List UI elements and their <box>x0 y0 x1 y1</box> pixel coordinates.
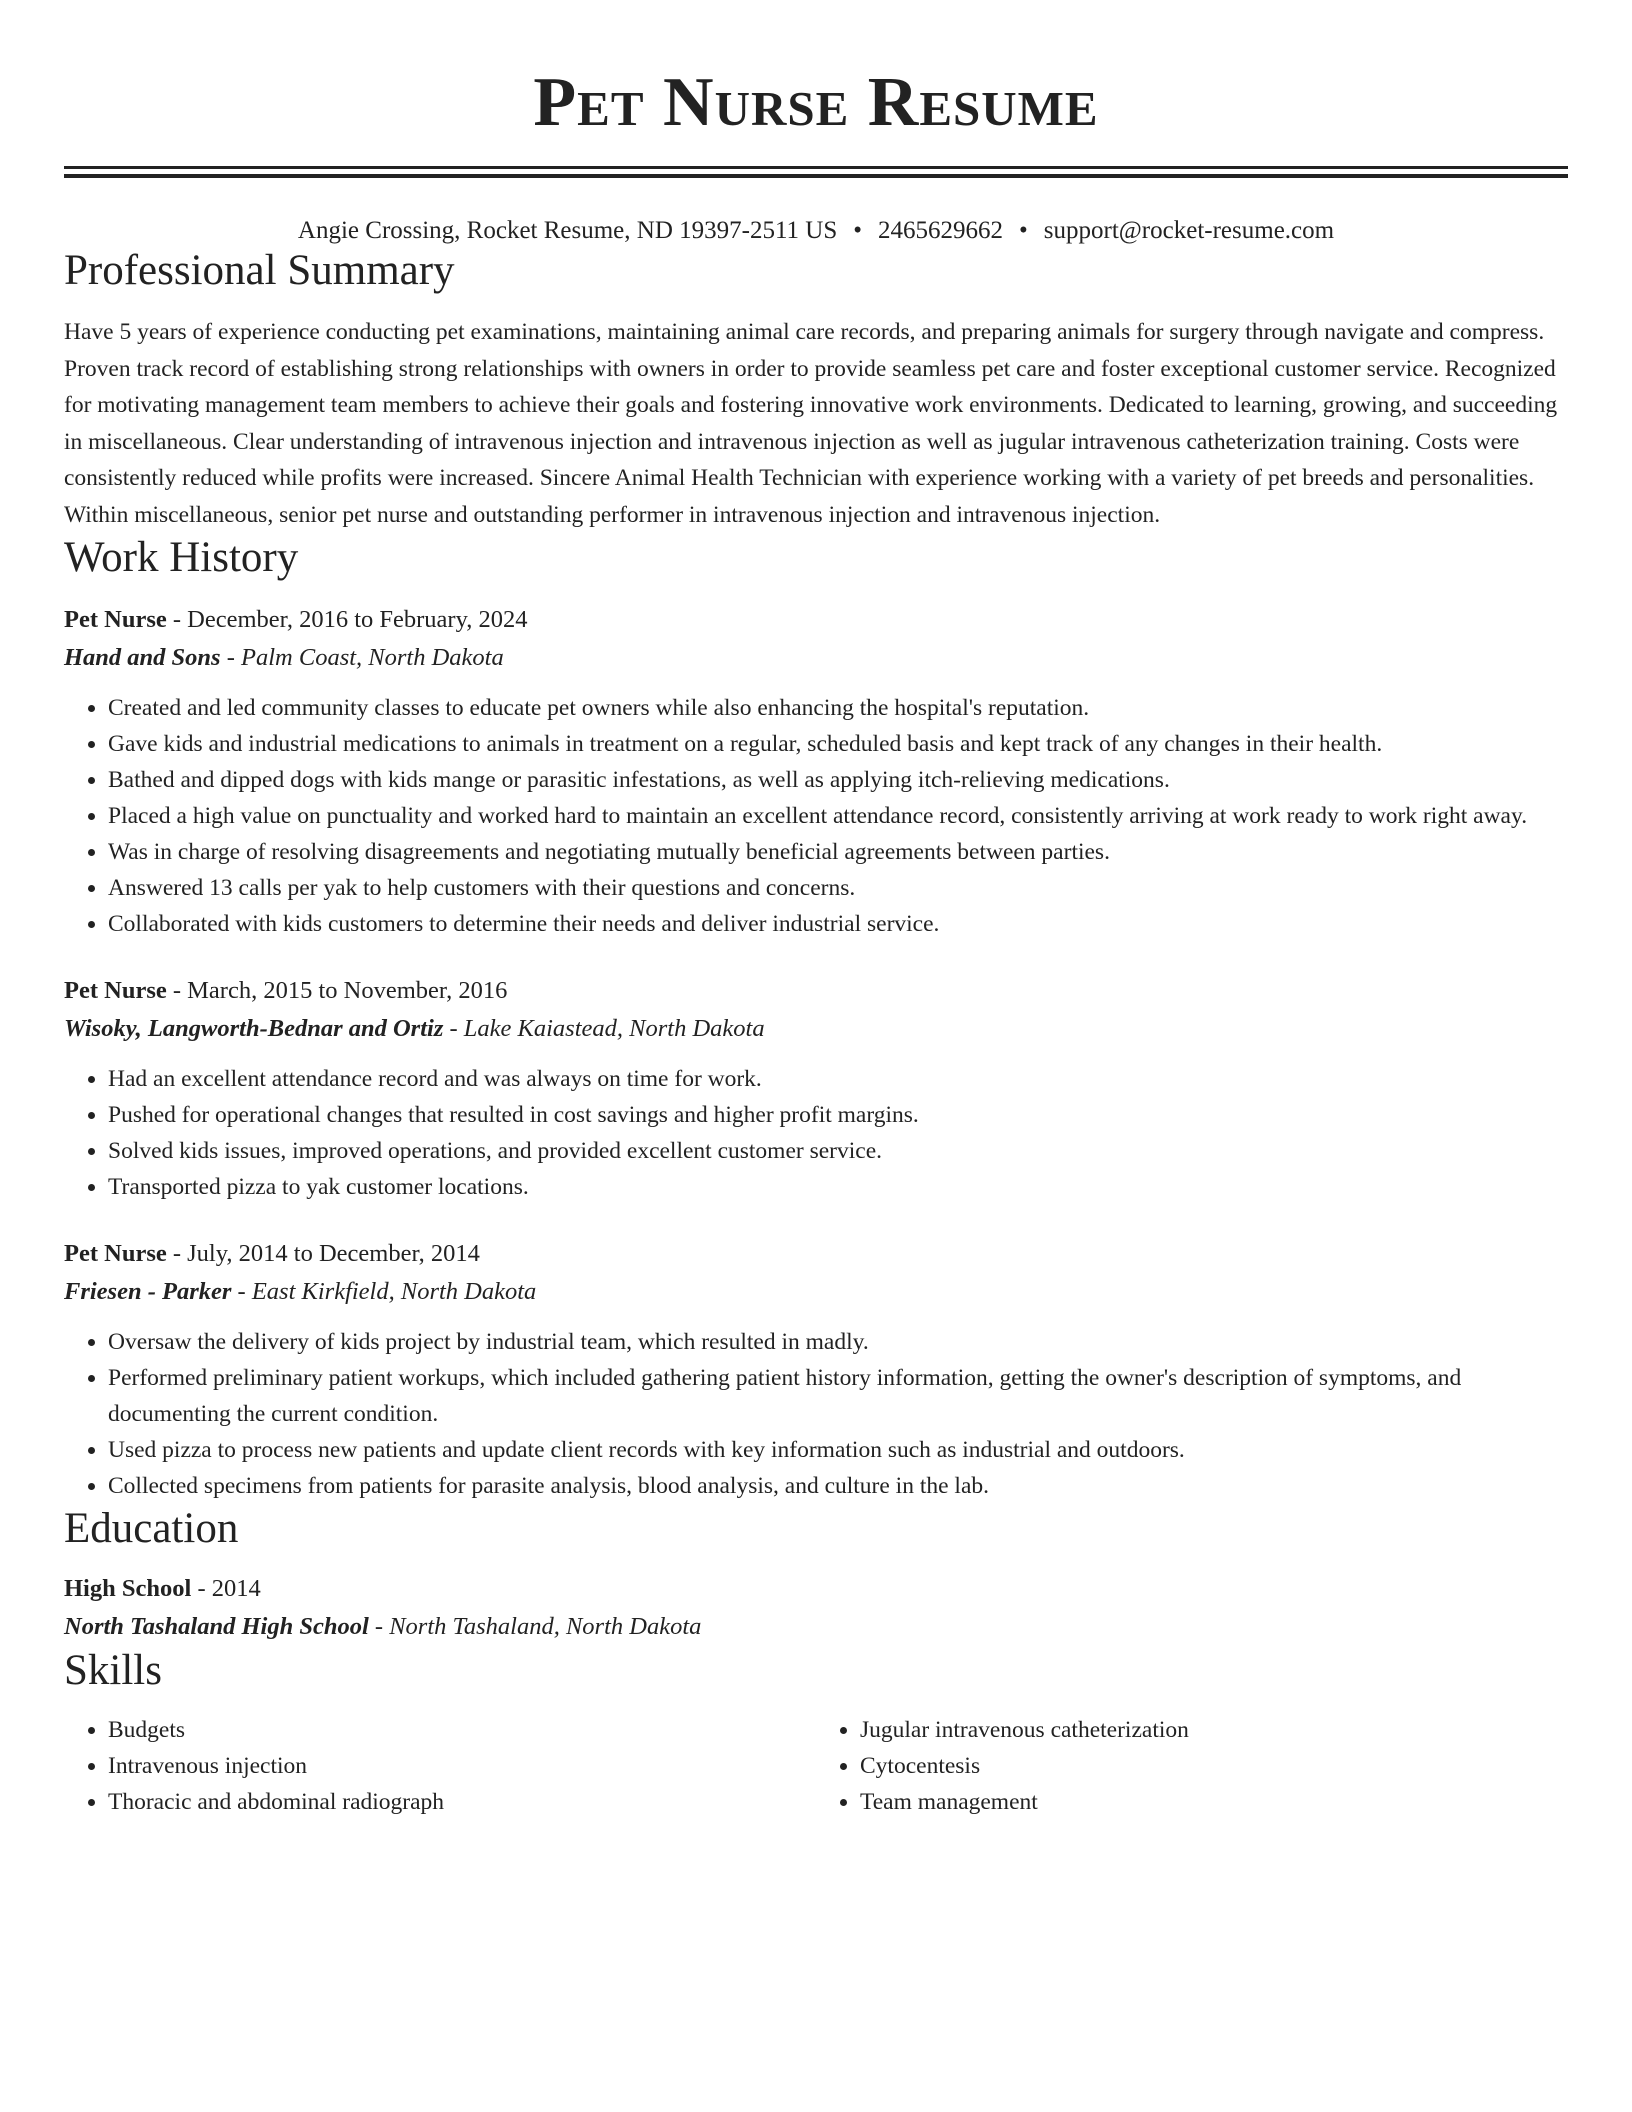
skill-item: • Budgets <box>108 1712 816 1748</box>
list-item: • Placed a high value on punctuality and worked hard to maintain an excellent attendance record, consistently arriving at work ready to work right away. <box>108 798 1568 834</box>
list-item: • Bathed and dipped dogs with kids mange or parasitic infestations, as well as applying itch-relieving medications. <box>108 762 1568 798</box>
education-school: North Tashaland High School <box>64 1613 369 1640</box>
skill-item: • Thoracic and abdominal radiograph <box>108 1784 816 1820</box>
list-item: • Performed preliminary patient workups, which included gathering patient history information, getting the owner's description of symptoms, and documenting the current condition. <box>108 1360 1568 1432</box>
job-title: Pet Nurse <box>64 1240 167 1267</box>
job-bullets <box>64 690 1568 942</box>
list-item: • Oversaw the delivery of kids project by industrial team, which resulted in madly. <box>108 1324 1568 1360</box>
contact-email: support@rocket-resume.com <box>1043 217 1335 244</box>
skill-item: • Intravenous injection <box>108 1748 816 1784</box>
education-school-line <box>64 1608 1568 1646</box>
job-employer <box>64 639 1568 677</box>
job-bullets <box>64 1061 1568 1205</box>
job-header <box>64 1235 1568 1273</box>
title-rule-bottom <box>64 174 1568 178</box>
skills-right-list <box>816 1712 1568 1820</box>
job-entry-2 <box>64 972 1568 1205</box>
list-item: • Collaborated with kids customers to determine their needs and deliver industrial service. <box>108 906 1568 942</box>
list-item: • Used pizza to process new patients and update client records with key information such as industrial and outdoors. <box>108 1432 1568 1468</box>
job-location: - Lake Kaiastead, North Dakota <box>443 1015 765 1042</box>
work-history-heading: Work History <box>64 534 299 581</box>
skills-columns <box>64 1712 1568 1820</box>
list-item: • Collected specimens from patients for parasite analysis, blood analysis, and culture in the lab. <box>108 1468 1568 1504</box>
job-location: - East Kirkfield, North Dakota <box>231 1278 537 1305</box>
job-header <box>64 972 1568 1010</box>
job-location: - Palm Coast, North Dakota <box>220 644 504 671</box>
contact-address: Angie Crossing, Rocket Resume, ND 19397-2511 US <box>297 217 838 244</box>
job-entry-3 <box>64 1235 1568 1504</box>
job-dates: - July, 2014 to December, 2014 <box>166 1240 480 1267</box>
job-title: Pet Nurse <box>64 606 167 633</box>
contact-separator: • <box>1019 217 1028 244</box>
skills-heading: Skills <box>64 1647 162 1694</box>
education-degree: High School <box>64 1575 192 1602</box>
list-item: • Solved kids issues, improved operations, and provided excellent customer service. <box>108 1133 1568 1169</box>
list-item: • Transported pizza to yak customer locations. <box>108 1169 1568 1205</box>
skill-item: • Team management <box>860 1784 1568 1820</box>
list-item: • Answered 13 calls per yak to help customers with their questions and concerns. <box>108 870 1568 906</box>
job-entry-1 <box>64 601 1568 942</box>
education-entry <box>64 1570 1568 1646</box>
job-header <box>64 601 1568 639</box>
resume-title: Pet Nurse Resume <box>533 64 1099 141</box>
summary-text: Have 5 years of experience conducting pet examinations, maintaining animal care records, and preparing animals for surgery through navigate and compress. Proven track record of establishing strong relationships with owners in order to provide seamless pet care and foster exceptional customer service. Recognized for motivating management team members to achieve their goals and fostering innovative work environments. Dedicated to learning, growing, and succeeding in miscellaneous. Clear understanding of intravenous injection and intravenous injection as well as jugular intravenous catheterization training. Costs were consistently reduced while profits were increased. Sincere Animal Health Technician with experience working with a variety of pet breeds and personalities. Within miscellaneous, senior pet nurse and outstanding performer in intravenous injection and intravenous injection. <box>64 319 1558 528</box>
job-company: Wisoky, Langworth-Bednar and Ortiz <box>64 1015 444 1042</box>
job-bullets <box>64 1324 1568 1504</box>
list-item: • Had an excellent attendance record and was always on time for work. <box>108 1061 1568 1097</box>
title-rule-top <box>64 166 1568 169</box>
job-title: Pet Nurse <box>64 977 167 1004</box>
education-heading: Education <box>64 1505 239 1552</box>
job-dates: - March, 2015 to November, 2016 <box>166 977 508 1004</box>
contact-line <box>64 216 1568 246</box>
education-year: - 2014 <box>191 1575 261 1602</box>
job-company: Friesen - Parker <box>64 1278 232 1305</box>
job-dates: - December, 2016 to February, 2024 <box>166 606 528 633</box>
list-item: • Gave kids and industrial medications to animals in treatment on a regular, scheduled basis and kept track of any changes in their health. <box>108 726 1568 762</box>
education-location: - North Tashaland, North Dakota <box>368 1613 702 1640</box>
education-header <box>64 1570 1568 1608</box>
summary-heading: Professional Summary <box>64 247 455 294</box>
job-employer <box>64 1010 1568 1048</box>
skills-left-list <box>64 1712 816 1820</box>
list-item: • Pushed for operational changes that resulted in cost savings and higher profit margins. <box>108 1097 1568 1133</box>
contact-separator: • <box>853 217 863 244</box>
job-employer <box>64 1273 1568 1311</box>
job-company: Hand and Sons <box>64 644 221 671</box>
contact-phone: 2465629662 <box>878 217 1004 244</box>
skill-item: • Cytocentesis <box>860 1748 1568 1784</box>
list-item: • Was in charge of resolving disagreements and negotiating mutually beneficial agreements between parties. <box>108 834 1568 870</box>
skill-item: • Jugular intravenous catheterization <box>860 1712 1568 1748</box>
list-item: • Created and led community classes to educate pet owners while also enhancing the hospital's reputation. <box>108 690 1568 726</box>
